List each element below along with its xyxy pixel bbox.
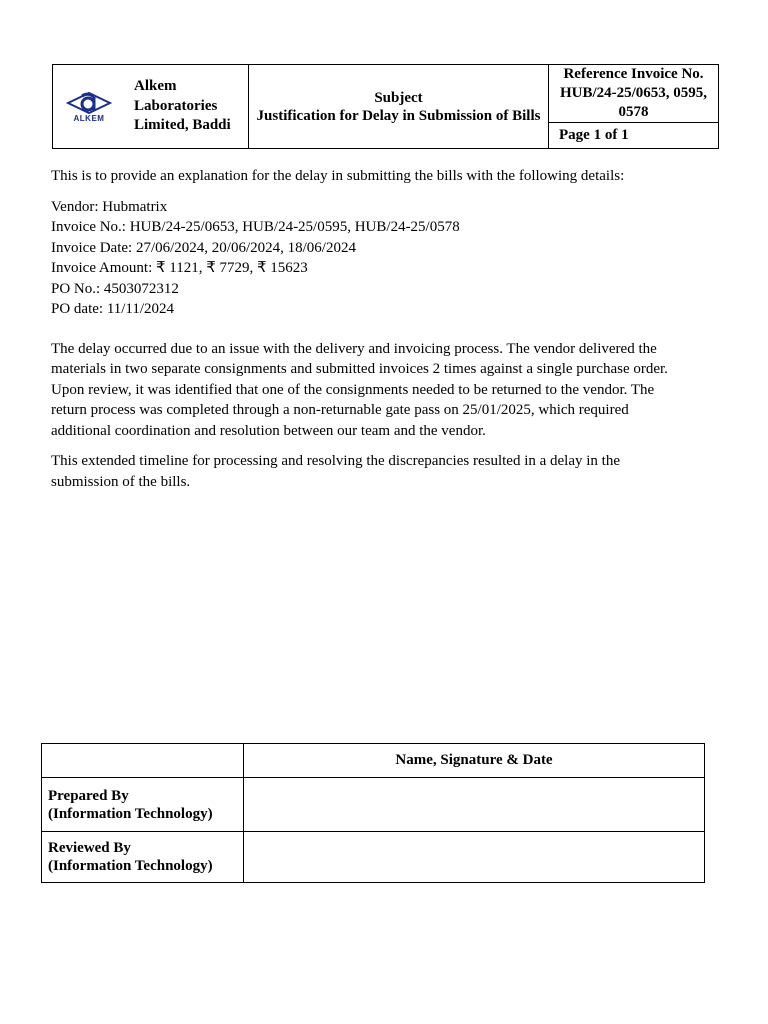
subject-label: Subject (374, 89, 423, 106)
subject-text: Justification for Delay in Submission of Bills (256, 107, 541, 124)
reference-value-line2: 0578 (618, 104, 649, 120)
company-logo (59, 91, 119, 123)
po-date-line: PO date: 11/11/2024 (51, 301, 175, 317)
invoice-number-line: Invoice No.: HUB/24-25/0653, HUB/24-25/0595, HUB/24-25/0578 (51, 219, 460, 235)
logo-wordmark: ALKEM (73, 113, 105, 123)
prepared-by-signature-cell[interactable] (244, 778, 705, 832)
vendor-line: Vendor: Hubmatrix (51, 198, 168, 215)
alkem-logo-icon (66, 91, 112, 115)
company-name: Alkem Laboratories Limited, Baddi (134, 78, 231, 134)
intro-paragraph: This is to provide an explanation for the delay in submitting the bills with the following details: (51, 168, 625, 184)
signoff-corner-cell (42, 744, 244, 778)
explanation-paragraph: The delay occurred due to an issue with the delivery and invoicing process. The vendor delivered the materials in two separate consignments and submitted invoices 2 times against a single purchase order. Upon review, it was identified that one of the consignments needed to be returned to the vendor. The return process was completed through a non-returnable gate pass on 25/01/2025, which required additional coordination and resolution between our team and the vendor. (51, 340, 668, 439)
document-header-table (52, 64, 719, 149)
signoff-table (41, 743, 705, 883)
reviewed-by-signature-cell[interactable] (244, 832, 705, 883)
prepared-by-label: Prepared By (Information Technology) (42, 778, 244, 832)
po-number-line: PO No.: 4503072312 (51, 280, 179, 297)
reference-value-line1: HUB/24-25/0653, 0595, (559, 85, 708, 101)
document-body (51, 166, 691, 492)
reference-invoice-cell (549, 65, 719, 123)
invoice-date-line: Invoice Date: 27/06/2024, 20/06/2024, 18/06/2024 (51, 239, 356, 256)
reference-label: Reference Invoice No. (563, 66, 704, 82)
reviewed-by-label: Reviewed By (Information Technology) (42, 832, 244, 883)
invoice-amount-line: Invoice Amount: ₹ 1121, ₹ 7729, ₹ 15623 (51, 260, 308, 276)
page-number: Page 1 of 1 (549, 123, 719, 149)
signature-column-header: Name, Signature & Date (244, 744, 705, 778)
company-cell (53, 65, 249, 149)
subject-cell (249, 65, 549, 149)
invoice-details (51, 197, 691, 320)
conclusion-paragraph: This extended timeline for processing and resolving the discrepancies resulted in a delay in the submission of the bills. (51, 453, 620, 490)
